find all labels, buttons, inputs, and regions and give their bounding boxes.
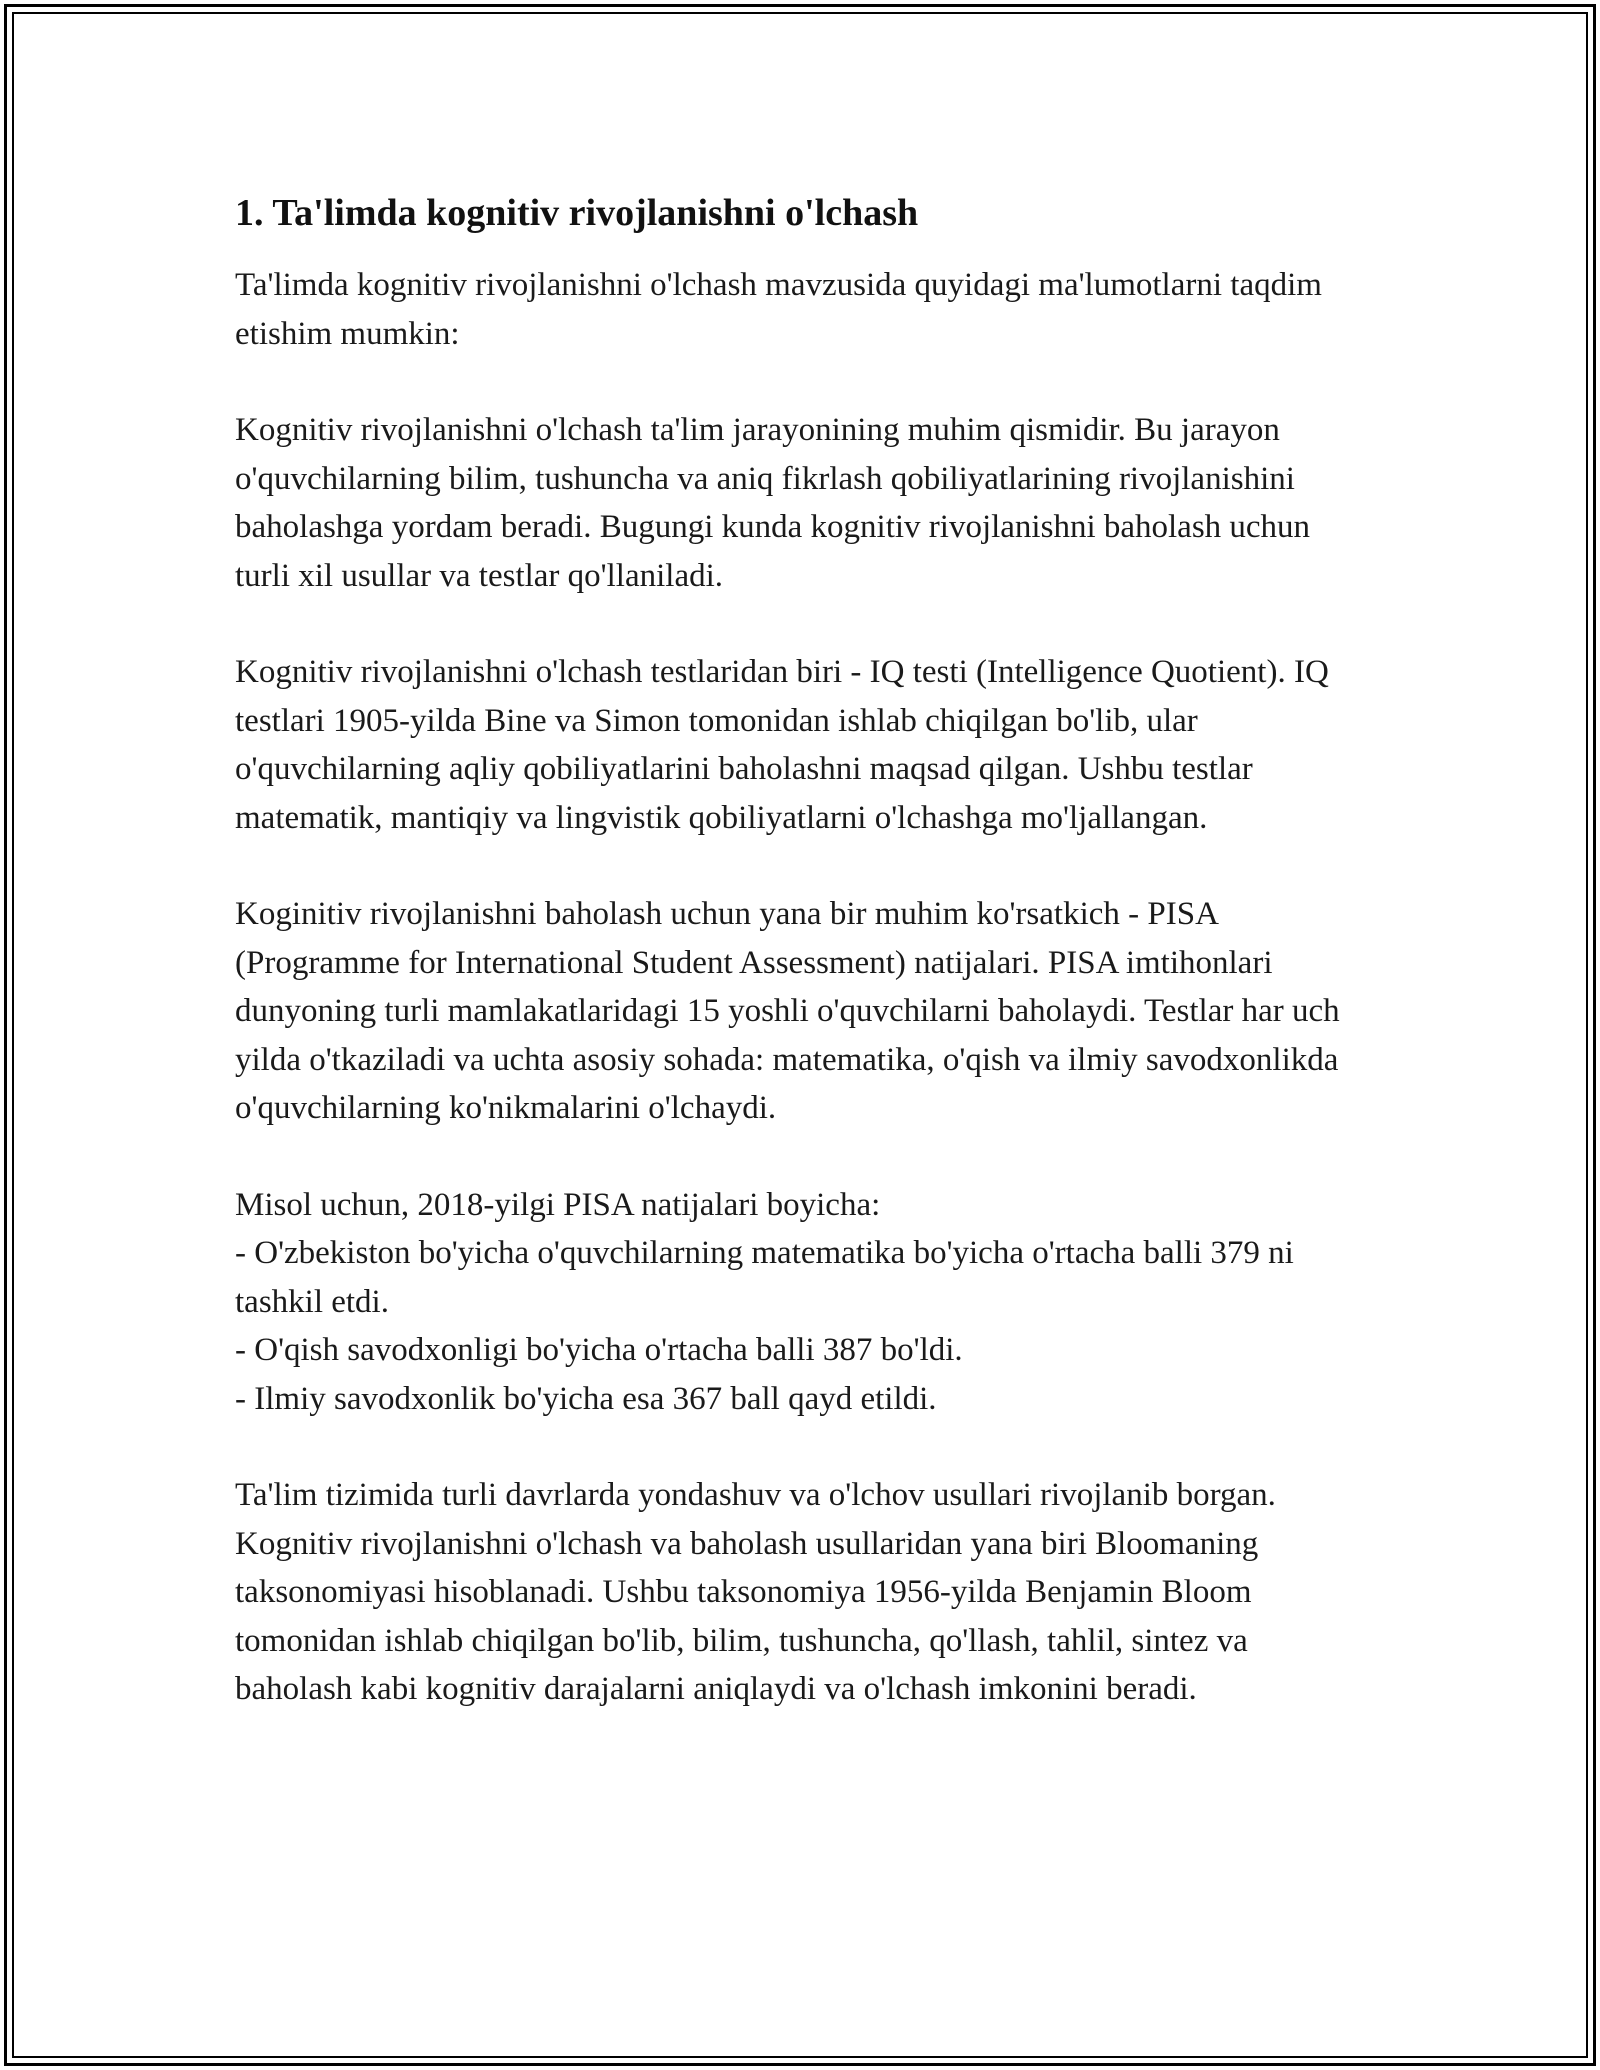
document-title: 1. Ta'limda kognitiv rivojlanishni o'lchash — [235, 192, 919, 234]
pisa-results-block — [235, 1181, 1365, 1424]
iq-test-paragraph: Kognitiv rivojlanishni o'lchash testlaridan biri - IQ testi (Intelligence Quotient). IQ testlari 1905-yilda Bine va Simon tomonidan ishlab chiqilgan bo'lib, ular o'quvchilarning aqliy qobiliyatlarini baholashni maqsad qilgan. Ushbu testlar matematik, mantiqiy va lingvistik qobiliyatlarni o'lchashga mo'ljallangan. — [235, 654, 1329, 836]
pisa-result-item-science: - Ilmiy savodxonlik bo'yicha esa 367 ball qayd etildi. — [235, 1380, 937, 1417]
bloom-taxonomy-paragraph: Ta'lim tizimida turli davrlarda yondashuv va o'lchov usullari rivojlanib borgan. Kognitiv rivojlanishni o'lchash va baholash usullaridan yana biri Bloomaning taksonomiyasi hisoblanadi. Ushbu taksonomiya 1956-yilda Benjamin Bloom tomonidan ishlab chiqilgan bo'lib, bilim, tushuncha, qo'llash, tahlil, sintez va baholash kabi kognitiv darajalarni aniqlaydi va o'lchash imkonini beradi. — [235, 1477, 1276, 1707]
pisa-results-intro: Misol uchun, 2018-yilgi PISA natijalari boyicha: — [235, 1186, 881, 1223]
pisa-paragraph: Koginitiv rivojlanishni baholash uchun yana bir muhim ko'rsatkich - PISA (Programme for International Student Assessment) natijalari. PISA imtihonlari dunyoning turli mamlakatlaridagi 15 yoshli o'quvchilarni baholaydi. Testlar har uch yilda o'tkaziladi va uchta asosiy sohada: matematika, o'qish va ilmiy savodxonlikda o'quvchilarning ko'nikmalarini o'lchaydi. — [235, 896, 1340, 1126]
document-body — [235, 185, 1365, 1762]
pisa-result-item-reading: - O'qish savodxonligi bo'yicha o'rtacha balli 387 bo'ldi. — [235, 1332, 963, 1368]
pisa-result-item-math: - O'zbekiston bo'yicha o'quvchilarning matematika bo'yicha o'rtacha balli 379 ni tashkil etdi. — [235, 1235, 1294, 1320]
cognitive-measurement-paragraph: Kognitiv rivojlanishni o'lchash ta'lim jarayonining muhim qismidir. Bu jarayon o'quvchilarning bilim, tushuncha va aniq fikrlash qobiliyatlarining rivojlanishini baholashga yordam beradi. Bugungi kunda kognitiv rivojlanishni baholash uchun turli xil usullar va testlar qo'llaniladi. — [235, 412, 1311, 594]
intro-paragraph: Ta'limda kognitiv rivojlanishni o'lchash mavzusida quyidagi ma'lumotlarni taqdim etishim mumkin: — [235, 267, 1322, 352]
